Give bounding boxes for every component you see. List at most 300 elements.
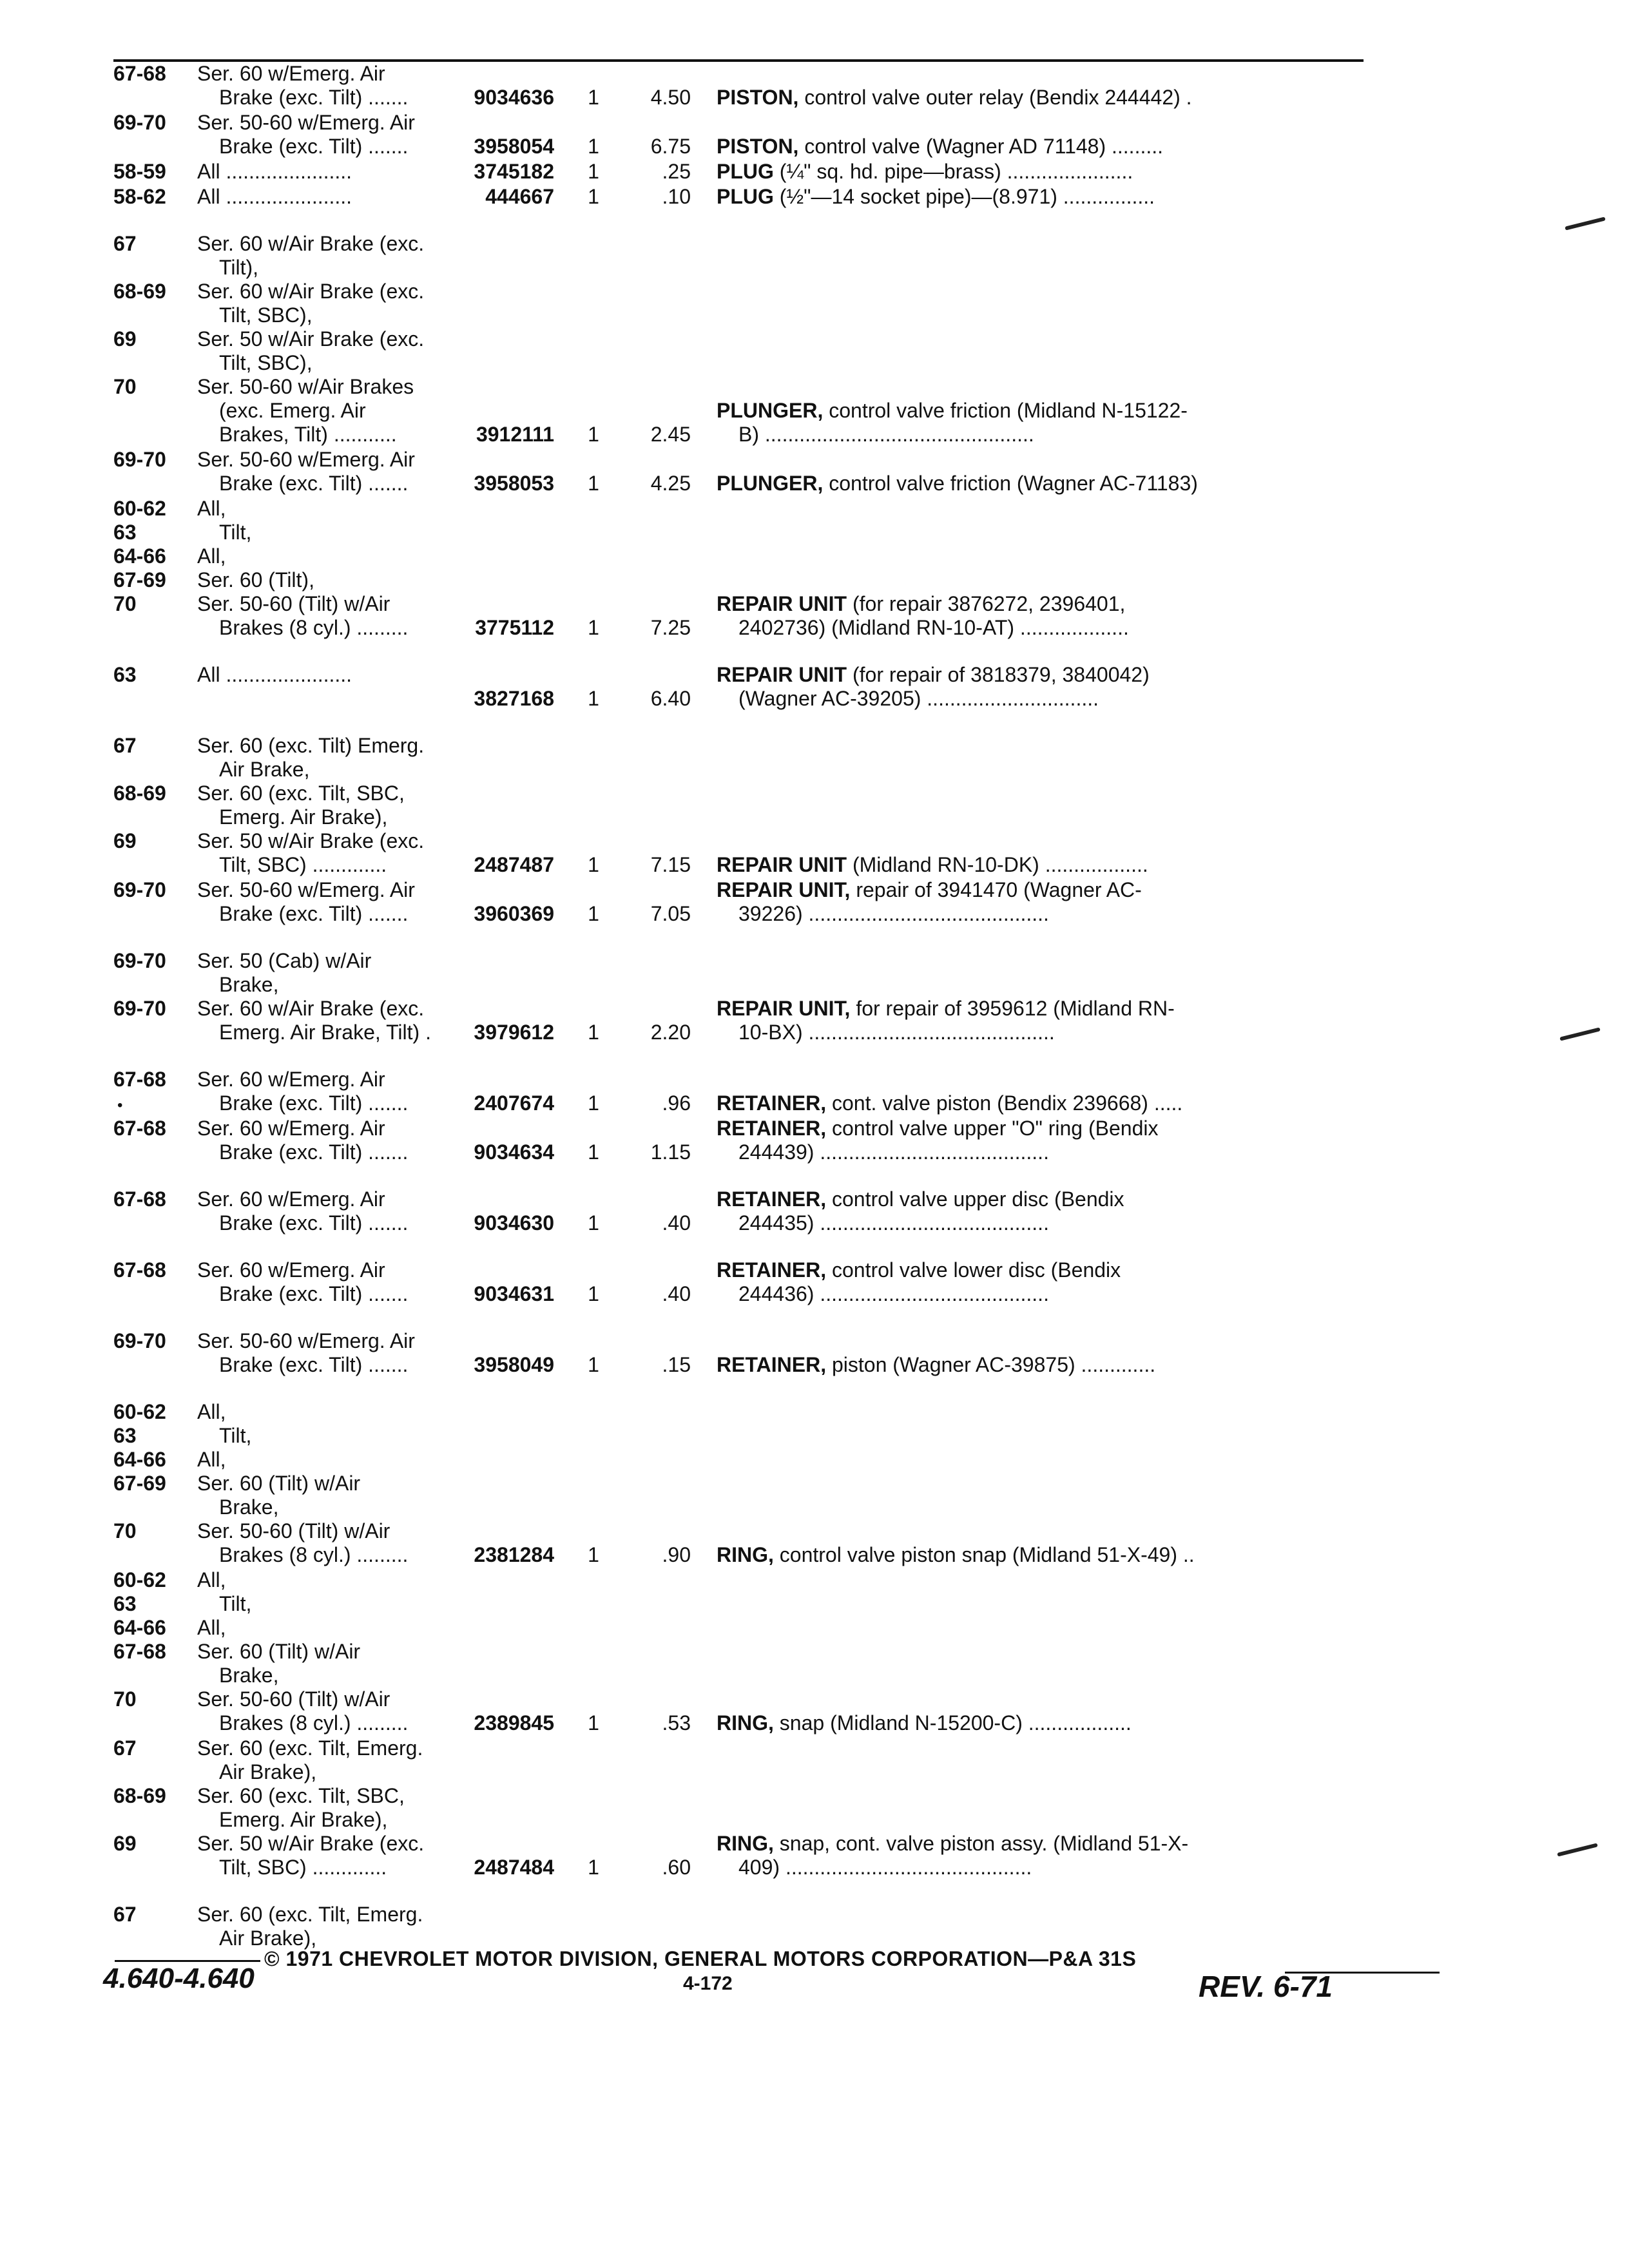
part-description-cont: B) ............................................... (738, 423, 1034, 446)
part-number: 2487487 (474, 853, 554, 876)
application-line: Brake, (219, 1664, 279, 1687)
parts-row (113, 185, 1364, 209)
model-year (113, 1021, 191, 1044)
model-years (113, 734, 191, 877)
model-year: 67 (113, 1736, 137, 1760)
quantity: 1 (588, 853, 599, 876)
model-year (113, 973, 191, 997)
quantity: 1 (588, 1856, 599, 1879)
parts-row (113, 878, 1364, 926)
part-description (706, 878, 1364, 926)
model-years (113, 1068, 191, 1115)
list-price: .53 (662, 1711, 691, 1735)
model-year: 63 (113, 521, 137, 544)
list-price: 1.15 (650, 1140, 691, 1164)
model-years (113, 1568, 191, 1735)
model-year: 67-68 (113, 1117, 166, 1140)
application (191, 734, 468, 877)
part-description-line (717, 399, 1364, 423)
part-description (706, 1117, 1364, 1164)
copyright-line: © 1971 CHEVROLET MOTOR DIVISION, GENERAL MOTORS CORPORATION—P&A 31S (264, 1947, 1137, 1970)
revision-label: REV. 6-71 (1199, 1970, 1333, 2003)
part-name: PLUNGER, (717, 472, 824, 495)
model-year: 67-68 (113, 1068, 166, 1091)
part-description (706, 997, 1364, 1044)
model-year (113, 351, 191, 375)
application-line: Ser. 60 (Tilt) w/Air (197, 1640, 361, 1663)
model-year (113, 1808, 191, 1832)
part-description (706, 135, 1364, 159)
model-year: 67-69 (113, 1472, 166, 1495)
application (191, 1329, 468, 1377)
part-description-line (717, 1187, 1364, 1211)
part-detail: control valve lower disc (Bendix (826, 1258, 1121, 1282)
model-years (113, 1258, 191, 1306)
application-line: Ser. 50 (Cab) w/Air (197, 949, 372, 972)
application-line: Brakes, Tilt) ........... (219, 423, 397, 446)
model-year: 70 (113, 375, 137, 398)
model-year: 67-68 (113, 1640, 166, 1663)
application-line: Ser. 60 w/Air Brake (exc. (197, 997, 425, 1020)
part-description (706, 853, 1364, 877)
part-description (706, 663, 1364, 711)
part-name: RETAINER, (717, 1353, 827, 1376)
application-line: Brake, (219, 1495, 279, 1519)
application-line: Ser. 60 (Tilt), (197, 568, 314, 591)
model-years (113, 1117, 191, 1164)
application-line: Air Brake, (219, 758, 310, 781)
row-spacer (113, 1881, 1364, 1903)
part-detail: (¼" sq. hd. pipe—brass) ...................... (773, 160, 1133, 183)
part-description (706, 185, 1364, 209)
part-description-line (717, 997, 1364, 1021)
row-spacer (113, 641, 1364, 663)
part-number: 3958054 (474, 135, 554, 158)
quantity: 1 (588, 135, 599, 158)
part-description-line (717, 1353, 1364, 1377)
application-line: Ser. 50-60 (Tilt) w/Air (197, 1687, 390, 1711)
application-line: All ...................... (197, 185, 352, 208)
list-price: 2.20 (650, 1021, 691, 1044)
model-years (113, 160, 191, 184)
part-detail: snap, cont. valve piston assy. (Midland 51-X- (773, 1832, 1189, 1855)
application-line: Ser. 50-60 (Tilt) w/Air (197, 592, 390, 615)
part-detail: (½"—14 socket pipe)—(8.971) ................ (773, 185, 1155, 208)
parts-row (113, 1329, 1364, 1377)
application-line: Ser. 50-60 w/Emerg. Air (197, 878, 415, 901)
model-year: 69 (113, 1832, 137, 1855)
application (191, 62, 468, 110)
part-description-cont: 39226) .......................................... (738, 902, 1049, 925)
application-line: Ser. 50 w/Air Brake (exc. (197, 1832, 425, 1855)
part-number: 3775112 (475, 616, 554, 639)
part-name: PISTON, (717, 135, 799, 158)
row-spacer (113, 1307, 1364, 1329)
model-year (113, 399, 191, 423)
application-line: Brake (exc. Tilt) ....... (219, 1140, 409, 1164)
model-year (113, 758, 191, 782)
application-line: Ser. 60 w/Air Brake (exc. (197, 232, 425, 255)
part-name: PLUG (717, 160, 774, 183)
part-description (706, 1711, 1364, 1735)
application (191, 1068, 468, 1115)
part-description-line (717, 592, 1364, 616)
model-year (113, 1495, 191, 1519)
model-year (113, 1664, 191, 1687)
part-number: 9034630 (474, 1211, 554, 1235)
application-line: Tilt, SBC), (219, 351, 313, 374)
part-description-cont: (Wagner AC-39205) .............................. (738, 687, 1099, 710)
model-year: 67-69 (113, 568, 166, 591)
application (191, 663, 468, 711)
part-name: PLUNGER, (717, 399, 824, 422)
application (191, 232, 468, 447)
application-line: Ser. 60 w/Emerg. Air (197, 1117, 385, 1140)
part-number: 2487484 (474, 1856, 554, 1879)
part-detail: snap (Midland N-15200-C) .................. (773, 1711, 1132, 1735)
model-years (113, 1329, 191, 1377)
application-line: Brake (exc. Tilt) ....... (219, 1091, 409, 1115)
part-number: 9034636 (474, 86, 554, 109)
model-years (113, 663, 191, 711)
part-detail: control valve (Wagner AD 71148) ......... (798, 135, 1164, 158)
parts-row (113, 1258, 1364, 1306)
parts-row (113, 160, 1364, 184)
part-detail: control valve friction (Midland N-15122- (823, 399, 1188, 422)
part-name: PLUG (717, 185, 774, 208)
application-line: Ser. 60 w/Emerg. Air (197, 1187, 385, 1211)
part-description-line (717, 1258, 1364, 1282)
application-line: Ser. 60 (exc. Tilt, Emerg. (197, 1903, 423, 1926)
application-line: Tilt, (219, 521, 252, 544)
part-detail: (for repair of 3818379, 3840042) (847, 663, 1150, 686)
part-number: 3960369 (474, 902, 554, 925)
application-line: Ser. 50 w/Air Brake (exc. (197, 327, 425, 351)
part-description (706, 399, 1364, 447)
quantity: 1 (588, 472, 599, 495)
quantity: 1 (588, 423, 599, 446)
model-year: 64-66 (113, 544, 166, 568)
row-spacer (113, 1236, 1364, 1258)
application (191, 497, 468, 640)
part-detail: cont. valve piston (Bendix 239668) ..... (826, 1091, 1183, 1115)
application (191, 448, 468, 495)
parts-row (113, 1568, 1364, 1735)
model-year: 63 (113, 663, 137, 686)
model-year: 67-68 (113, 62, 166, 85)
model-year: 69-70 (113, 111, 166, 134)
model-years (113, 1903, 191, 1950)
part-description (706, 472, 1364, 495)
list-price: .90 (662, 1543, 691, 1566)
part-detail: control valve piston snap (Midland 51-X-49) .. (773, 1543, 1195, 1566)
row-spacer (113, 1046, 1364, 1068)
part-description-cont: 244435) ........................................ (738, 1211, 1049, 1235)
parts-row (113, 1903, 1364, 1950)
list-price: 7.05 (650, 902, 691, 925)
model-year: 60-62 (113, 1400, 166, 1423)
part-name: REPAIR UNIT, (717, 997, 851, 1020)
model-year (113, 423, 191, 447)
quantity: 1 (588, 1211, 599, 1235)
model-year: 67-68 (113, 1187, 166, 1211)
part-name: REPAIR UNIT (717, 592, 847, 615)
application-line: Ser. 50-60 w/Air Brakes (197, 375, 414, 398)
application-line: All, (197, 497, 226, 520)
application (191, 185, 468, 209)
quantity: 1 (588, 160, 599, 183)
part-description-cont: 244439) ........................................ (738, 1140, 1049, 1164)
list-price: 6.40 (650, 687, 691, 710)
model-year: 64-66 (113, 1616, 166, 1639)
application-line: Brake (exc. Tilt) ....... (219, 1282, 409, 1305)
application-line: Tilt, (219, 1424, 252, 1447)
application-line: Ser. 50-60 w/Emerg. Air (197, 448, 415, 471)
model-year (113, 1856, 191, 1879)
part-description-line (717, 878, 1364, 902)
part-number: 2381284 (474, 1543, 554, 1566)
model-year: 69 (113, 829, 137, 852)
model-year (113, 303, 191, 327)
part-name: RING, (717, 1543, 774, 1566)
part-detail: control valve friction (Wagner AC-71183) (823, 472, 1198, 495)
model-year (113, 616, 191, 640)
list-price: 4.25 (650, 472, 691, 495)
part-name: REPAIR UNIT, (717, 878, 851, 901)
model-year (113, 853, 191, 877)
model-year (113, 256, 191, 280)
application-line: Ser. 60 w/Emerg. Air (197, 1068, 385, 1091)
application-line: Emerg. Air Brake, Tilt) . (219, 1021, 431, 1044)
model-years (113, 111, 191, 159)
quantity: 1 (588, 1021, 599, 1044)
application-line: Brake (exc. Tilt) ....... (219, 1211, 409, 1235)
list-price: .10 (662, 185, 691, 208)
model-year: 69 (113, 327, 137, 351)
row-spacer (113, 1378, 1364, 1400)
application-line: Air Brake), (219, 1927, 317, 1950)
list-price: .96 (662, 1091, 691, 1115)
model-years (113, 1736, 191, 1879)
application-line: Ser. 60 w/Emerg. Air (197, 62, 385, 85)
parts-row (113, 497, 1364, 640)
application-line: Tilt, SBC) ............. (219, 853, 387, 876)
margin-tick-mark (1559, 1032, 1601, 1039)
application-line: Brakes (8 cyl.) ......... (219, 1711, 409, 1735)
application (191, 1187, 468, 1235)
application-line: Tilt, SBC) ............. (219, 1856, 387, 1879)
part-description-line (717, 1091, 1364, 1115)
part-description-cont: 244436) ........................................ (738, 1282, 1049, 1305)
parts-row (113, 1187, 1364, 1235)
footer-rule-left (115, 1960, 260, 1962)
margin-tick-mark (1565, 222, 1606, 228)
model-year: 68-69 (113, 782, 166, 805)
model-year: 69-70 (113, 448, 166, 471)
quantity: 1 (588, 687, 599, 710)
part-description-cont: 409) ........................................... (738, 1856, 1032, 1879)
application (191, 878, 468, 926)
application-line: Ser. 60 (exc. Tilt, SBC, (197, 782, 405, 805)
part-description (706, 1187, 1364, 1235)
quantity: 1 (588, 1282, 599, 1305)
parts-row (113, 1736, 1364, 1879)
part-name: PISTON, (717, 86, 799, 109)
model-years (113, 185, 191, 209)
row-spacer (113, 712, 1364, 734)
part-description-line (717, 472, 1364, 495)
part-description (706, 592, 1364, 640)
application-line: Ser. 60 w/Emerg. Air (197, 1258, 385, 1282)
model-year: 69-70 (113, 949, 166, 972)
quantity: 1 (588, 185, 599, 208)
list-price: 2.45 (650, 423, 691, 446)
part-detail: control valve outer relay (Bendix 244442) . (798, 86, 1192, 109)
list-price: .40 (662, 1282, 691, 1305)
application-line: Ser. 60 (exc. Tilt, Emerg. (197, 1736, 423, 1760)
list-price: 6.75 (650, 135, 691, 158)
section-code: 4.640-4.640 (103, 1963, 255, 1994)
page-footer (103, 1947, 1366, 2024)
model-year: 63 (113, 1424, 137, 1447)
parts-row (113, 949, 1364, 1044)
model-years (113, 497, 191, 640)
part-name: RING, (717, 1711, 774, 1735)
part-number: 2407674 (474, 1091, 554, 1115)
model-year: 58-59 (113, 160, 166, 183)
application-line: All, (197, 1568, 226, 1591)
application-line: Brakes (8 cyl.) ......... (219, 616, 409, 639)
model-year: 68-69 (113, 280, 166, 303)
list-price: .25 (662, 160, 691, 183)
model-year: 58-62 (113, 185, 166, 208)
application (191, 1258, 468, 1306)
application-line: Brake (exc. Tilt) ....... (219, 86, 409, 109)
parts-row (113, 448, 1364, 495)
list-price: .15 (662, 1353, 691, 1376)
application-line: Emerg. Air Brake), (219, 805, 388, 829)
part-description-line (717, 1832, 1364, 1856)
part-name: REPAIR UNIT (717, 663, 847, 686)
margin-tick-mark (1557, 1848, 1598, 1854)
quantity: 1 (588, 1091, 599, 1115)
application (191, 111, 468, 159)
part-description-cont: 2402736) (Midland RN-10-AT) ................... (738, 616, 1129, 639)
list-price: 4.50 (650, 86, 691, 109)
row-spacer (113, 927, 1364, 949)
model-year (113, 1711, 191, 1735)
application-line: Tilt), (219, 256, 259, 279)
application (191, 1117, 468, 1164)
model-years (113, 62, 191, 110)
parts-row (113, 1400, 1364, 1567)
quantity: 1 (588, 616, 599, 639)
part-description-line (717, 663, 1364, 687)
model-year: 70 (113, 1687, 137, 1711)
quantity: 1 (588, 1543, 599, 1566)
part-description (706, 160, 1364, 184)
part-detail: control valve upper disc (Bendix (826, 1187, 1124, 1211)
application-line: All, (197, 544, 226, 568)
part-number: 9034634 (474, 1140, 554, 1164)
list-price: .40 (662, 1211, 691, 1235)
parts-row (113, 1117, 1364, 1164)
row-spacer (113, 1166, 1364, 1187)
part-number: 3827168 (474, 687, 554, 710)
model-year: 67 (113, 232, 137, 255)
model-years (113, 232, 191, 447)
page-number: 4-172 (683, 1973, 733, 1994)
application-line: All, (197, 1400, 226, 1423)
application-line: All, (197, 1448, 226, 1471)
application-line: All, (197, 1616, 226, 1639)
part-description-cont: 10-BX) ........................................... (738, 1021, 1055, 1044)
part-description-line (717, 853, 1364, 877)
application-line: Brake, (219, 973, 279, 996)
model-years (113, 949, 191, 1044)
parts-row (113, 62, 1364, 110)
parts-row (113, 734, 1364, 877)
part-name: RETAINER, (717, 1117, 827, 1140)
part-detail: piston (Wagner AC-39875) ............. (826, 1353, 1156, 1376)
model-years (113, 1400, 191, 1567)
part-description-line (717, 135, 1364, 159)
model-years (113, 448, 191, 495)
part-description-line (717, 160, 1364, 184)
model-year: 67 (113, 1903, 137, 1926)
part-description-line (717, 1117, 1364, 1140)
part-description (706, 1543, 1364, 1567)
application-line: Tilt, (219, 1592, 252, 1615)
bullet-mark: • (117, 1097, 123, 1114)
application-line: Ser. 60 (exc. Tilt) Emerg. (197, 734, 425, 757)
application-line: Ser. 60 w/Air Brake (exc. (197, 280, 425, 303)
model-year (113, 1543, 191, 1567)
application-line: Ser. 50-60 w/Emerg. Air (197, 1329, 415, 1352)
part-name: RETAINER, (717, 1258, 827, 1282)
part-number: 444667 (485, 185, 554, 208)
parts-row (113, 111, 1364, 159)
part-detail: (for repair 3876272, 2396401, (847, 592, 1126, 615)
quantity: 1 (588, 1140, 599, 1164)
model-year: 70 (113, 1519, 137, 1542)
part-name: REPAIR UNIT (717, 853, 847, 876)
application (191, 1736, 468, 1879)
model-year: 68-69 (113, 1784, 166, 1807)
row-spacer (113, 210, 1364, 232)
application (191, 160, 468, 184)
application-line: Brake (exc. Tilt) ....... (219, 902, 409, 925)
part-number: 3912111 (476, 423, 554, 446)
part-number: 2389845 (474, 1711, 554, 1735)
part-number: 3958049 (474, 1353, 554, 1376)
model-year: 60-62 (113, 497, 166, 520)
quantity: 1 (588, 1711, 599, 1735)
part-number: 3979612 (474, 1021, 554, 1044)
application (191, 1568, 468, 1735)
part-number: 3958053 (474, 472, 554, 495)
part-description (706, 1353, 1364, 1377)
application (191, 949, 468, 1044)
model-year (113, 1760, 191, 1784)
application (191, 1400, 468, 1567)
list-price: .60 (662, 1856, 691, 1879)
application-line: (exc. Emerg. Air (219, 399, 366, 422)
application-line: All ...................... (197, 663, 352, 686)
part-name: RING, (717, 1832, 774, 1855)
part-name: RETAINER, (717, 1091, 827, 1115)
model-year: 64-66 (113, 1448, 166, 1471)
